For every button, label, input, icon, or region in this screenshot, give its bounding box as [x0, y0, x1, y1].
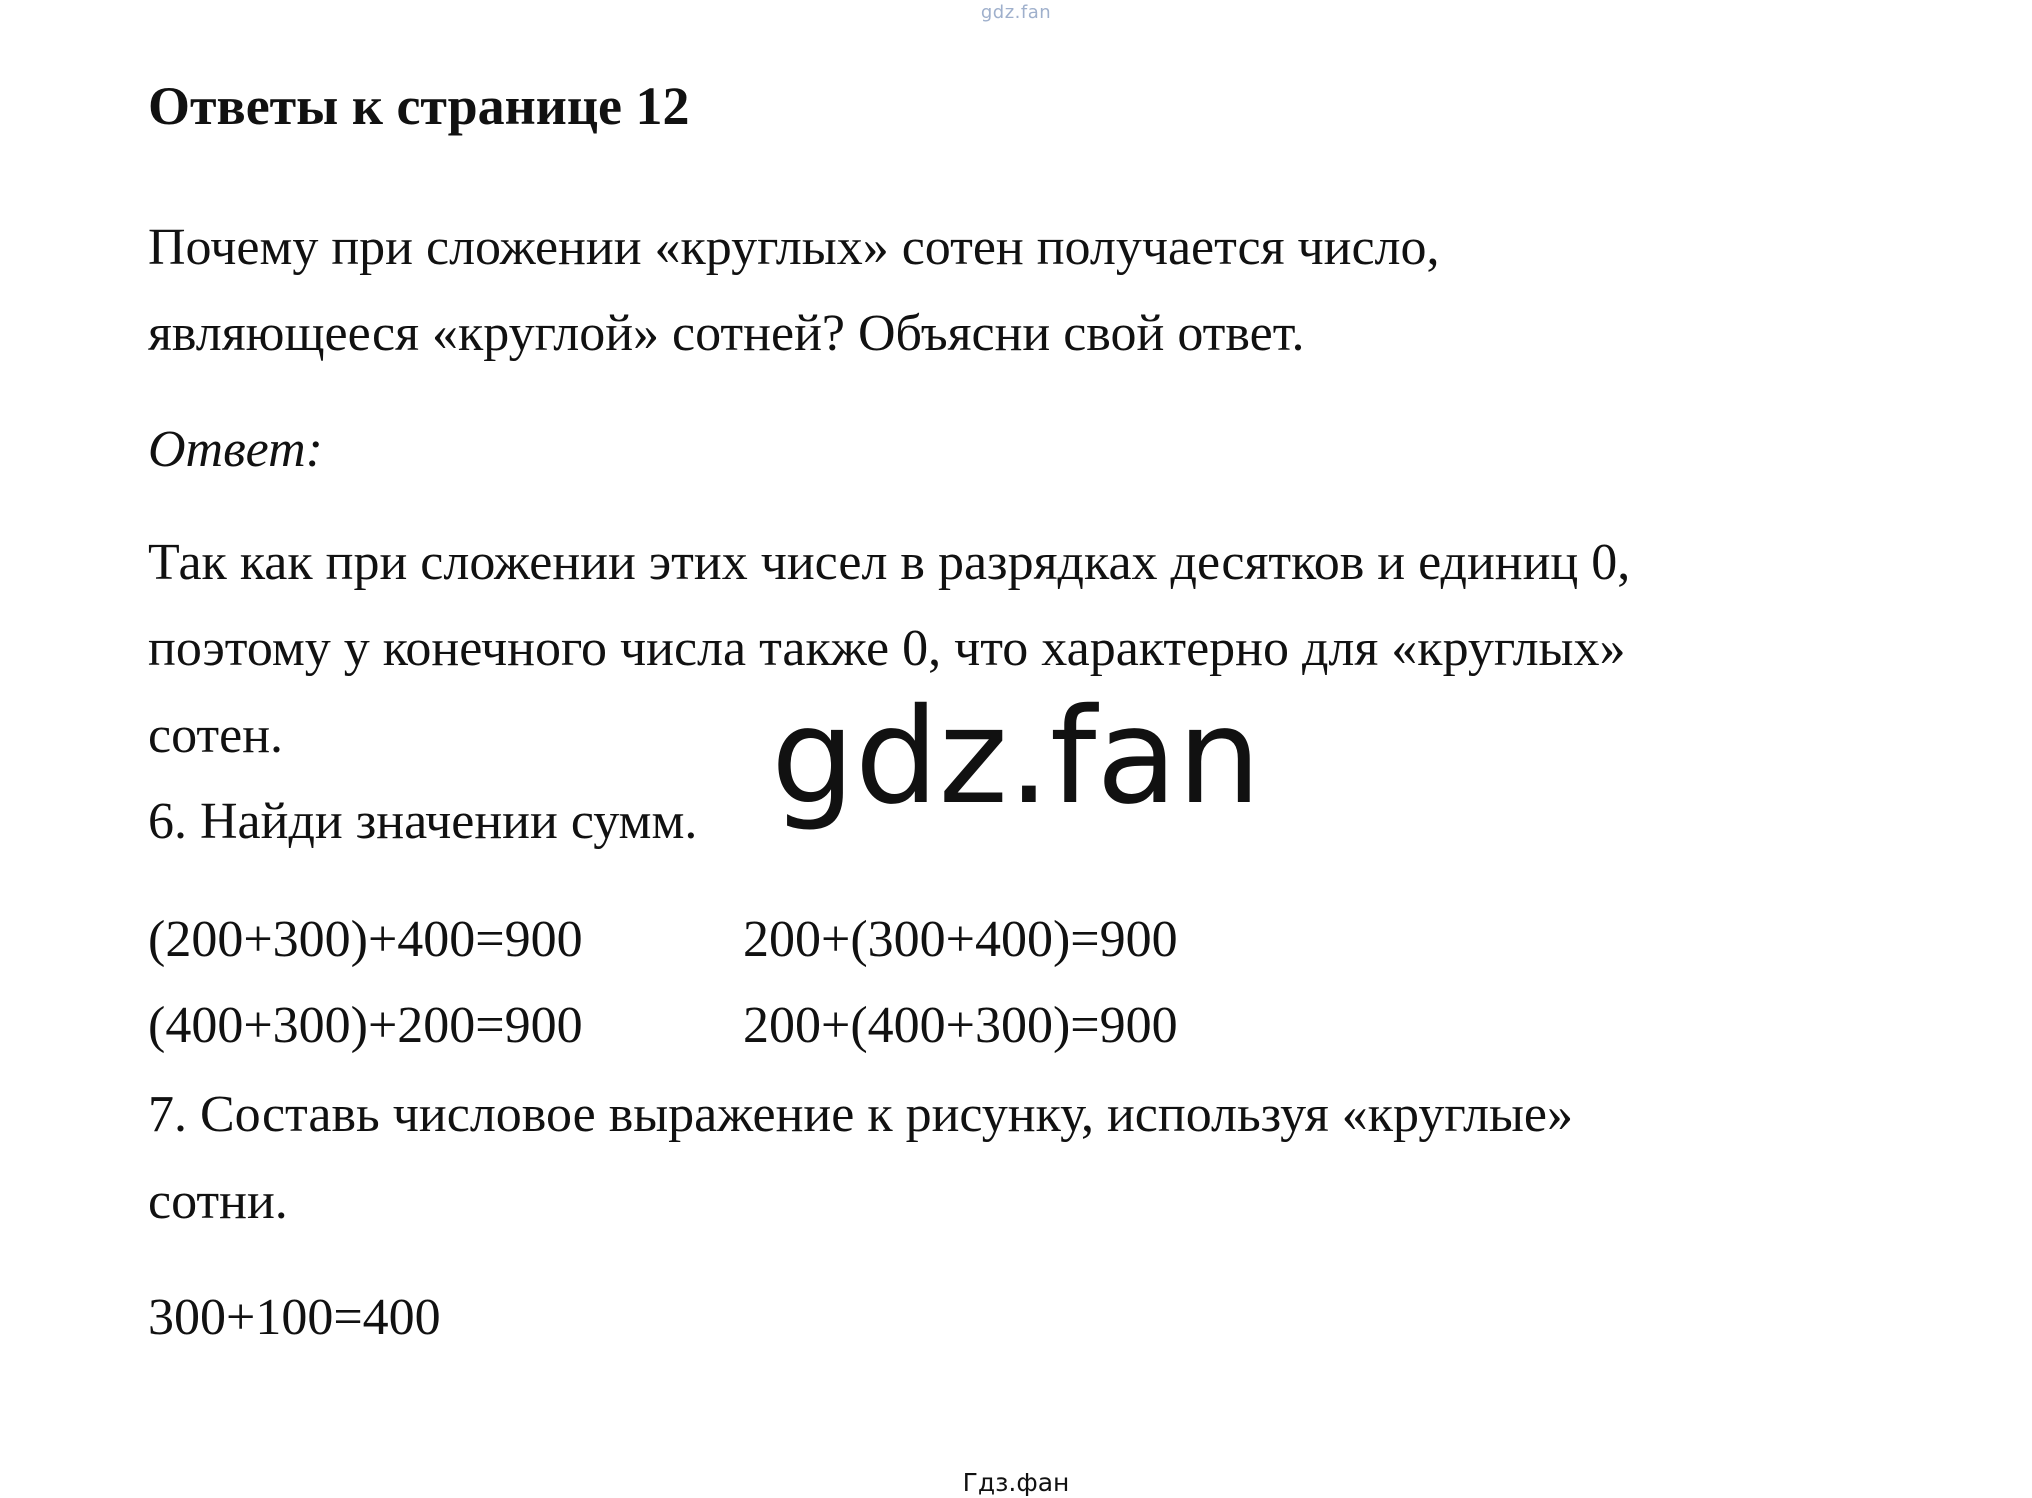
answer-line-2: поэтому у конечного числа также 0, что характерно для «круглых» — [148, 620, 1626, 677]
answer-line-3: сотен. — [148, 707, 284, 764]
watermark: gdz.fan — [771, 680, 1261, 834]
equation-right: 200+(300+400)=900 — [743, 911, 1178, 968]
top-site-mark: gdz.fan — [980, 2, 1052, 23]
task7-answer: 300+100=400 — [148, 1289, 441, 1346]
footer-site-name: Гдз.фан — [962, 1468, 1070, 1497]
page-heading: Ответы к странице 12 — [148, 76, 690, 136]
task7-line-1: 7. Составь числовое выражение к рисунку, используя «круглые» — [148, 1086, 1573, 1143]
equation-left: (400+300)+200=900 — [148, 997, 583, 1054]
question-line-2: являющееся «круглой» сотней? Объясни свой ответ. — [148, 305, 1305, 362]
question-line-1: Почему при сложении «круглых» сотен получается число, — [148, 219, 1440, 276]
equation-right: 200+(400+300)=900 — [743, 997, 1178, 1054]
answer-label: Ответ: — [148, 421, 323, 478]
equation-left: (200+300)+400=900 — [148, 911, 583, 968]
task6-title: 6. Найди значении сумм. — [148, 793, 698, 850]
answer-line-1: Так как при сложении этих чисел в разрядках десятков и единиц 0, — [148, 534, 1631, 591]
task7-line-2: сотни. — [148, 1173, 288, 1230]
